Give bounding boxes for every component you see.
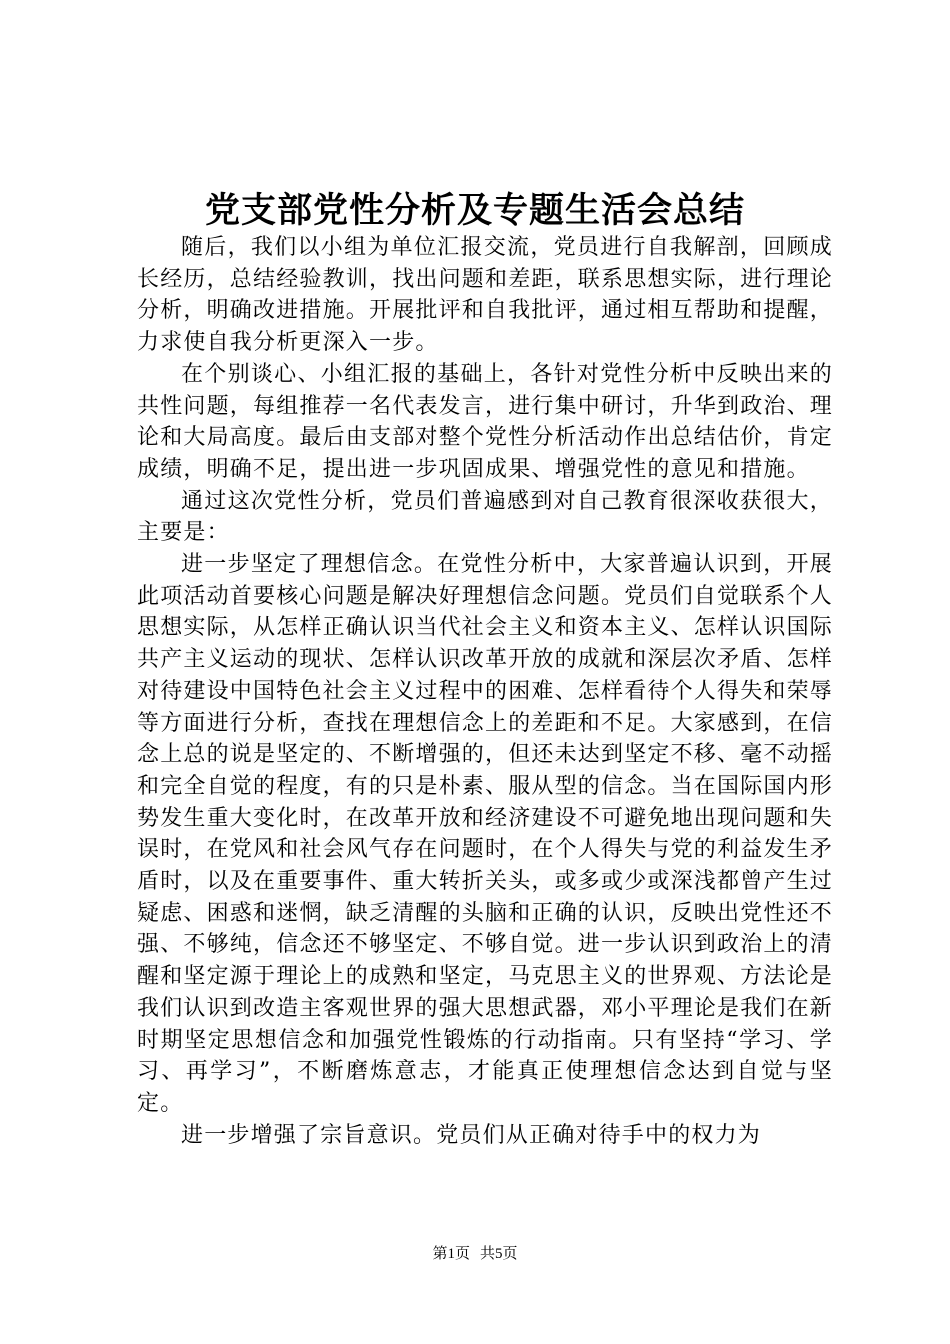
- paragraph-1: 随后，我们以小组为单位汇报交流，党员进行自我解剖，回顾成长经历，总结经验教训，找出问题和差距，联系思想实际，进行理论分析，明确改进措施。开展批评和自我批评，通过相互帮助和提醒，力求使自我分析更深入一步。: [137, 235, 834, 356]
- paragraph-3: 通过这次党性分析，党员们普遍感到对自己教育很深收获很大，主要是：: [137, 488, 833, 546]
- document-title: 党支部党性分析及专题生活会总结: [204, 190, 745, 231]
- page-total: 共5页: [480, 1246, 518, 1262]
- page-footer: [0, 1244, 950, 1264]
- paragraph-4: 进一步坚定了理想信念。在党性分析中，大家普遍认识到，开展此项活动首要核心问题是解决好理想信念问题。党员们自觉联系个人思想实际，从怎样正确认识当代社会主义和资本主义、怎样认识国际共产主义运动的现状、怎样认识改革开放的成就和深层次矛盾、怎样对待建设中国特色社会主义过程中的困难、怎样看待个人得失和荣辱等方面进行分析，查找在理想信念上的差距和不足。大家感到，在信念上总的说是坚定的、不断增强的，但还未达到坚定不移、毫不动摇和完全自觉的程度，有的只是朴素、服从型的信念。当在国际国内形势发生重大变化时，在改革开放和经济建设不可避免地出现问题和失误时，在党风和社会风气存在问题时，在个人得失与党的利益发生矛盾时，以及在重要事件、重大转折关头，或多或少或深浅都曾产生过疑虑、困惑和迷惘，缺乏清醒的头脑和正确的认识，反映出党性还不强、不够纯，信念还不够坚定、不够自觉。进一步认识到政治上的清醒和坚定源于理论上的成熟和坚定，马克思主义的世界观、方法论是我们认识到改造主客观世界的强大思想武器，邓小平理论是我们在新时期坚定思想信念和加强党性锻炼的行动指南。只有坚持“学习、学习、再学习”，不断磨炼意志，才能真正使理想信念达到自觉与坚定。: [137, 552, 834, 1116]
- paragraph-5: 进一步增强了宗旨意识。党员们从正确对待手中的权力为: [181, 1122, 762, 1148]
- page-number: 第1页: [432, 1246, 470, 1262]
- paragraph-2: 在个别谈心、小组汇报的基础上，各针对党性分析中反映出来的共性问题，每组推荐一名代表发言，进行集中研讨，升华到政治、理论和大局高度。最后由支部对整个党性分析活动作出总结估价，肯定成绩，明确不足，提出进一步巩固成果、增强党性的意见和措施。: [137, 361, 834, 482]
- document-body: [137, 232, 833, 1151]
